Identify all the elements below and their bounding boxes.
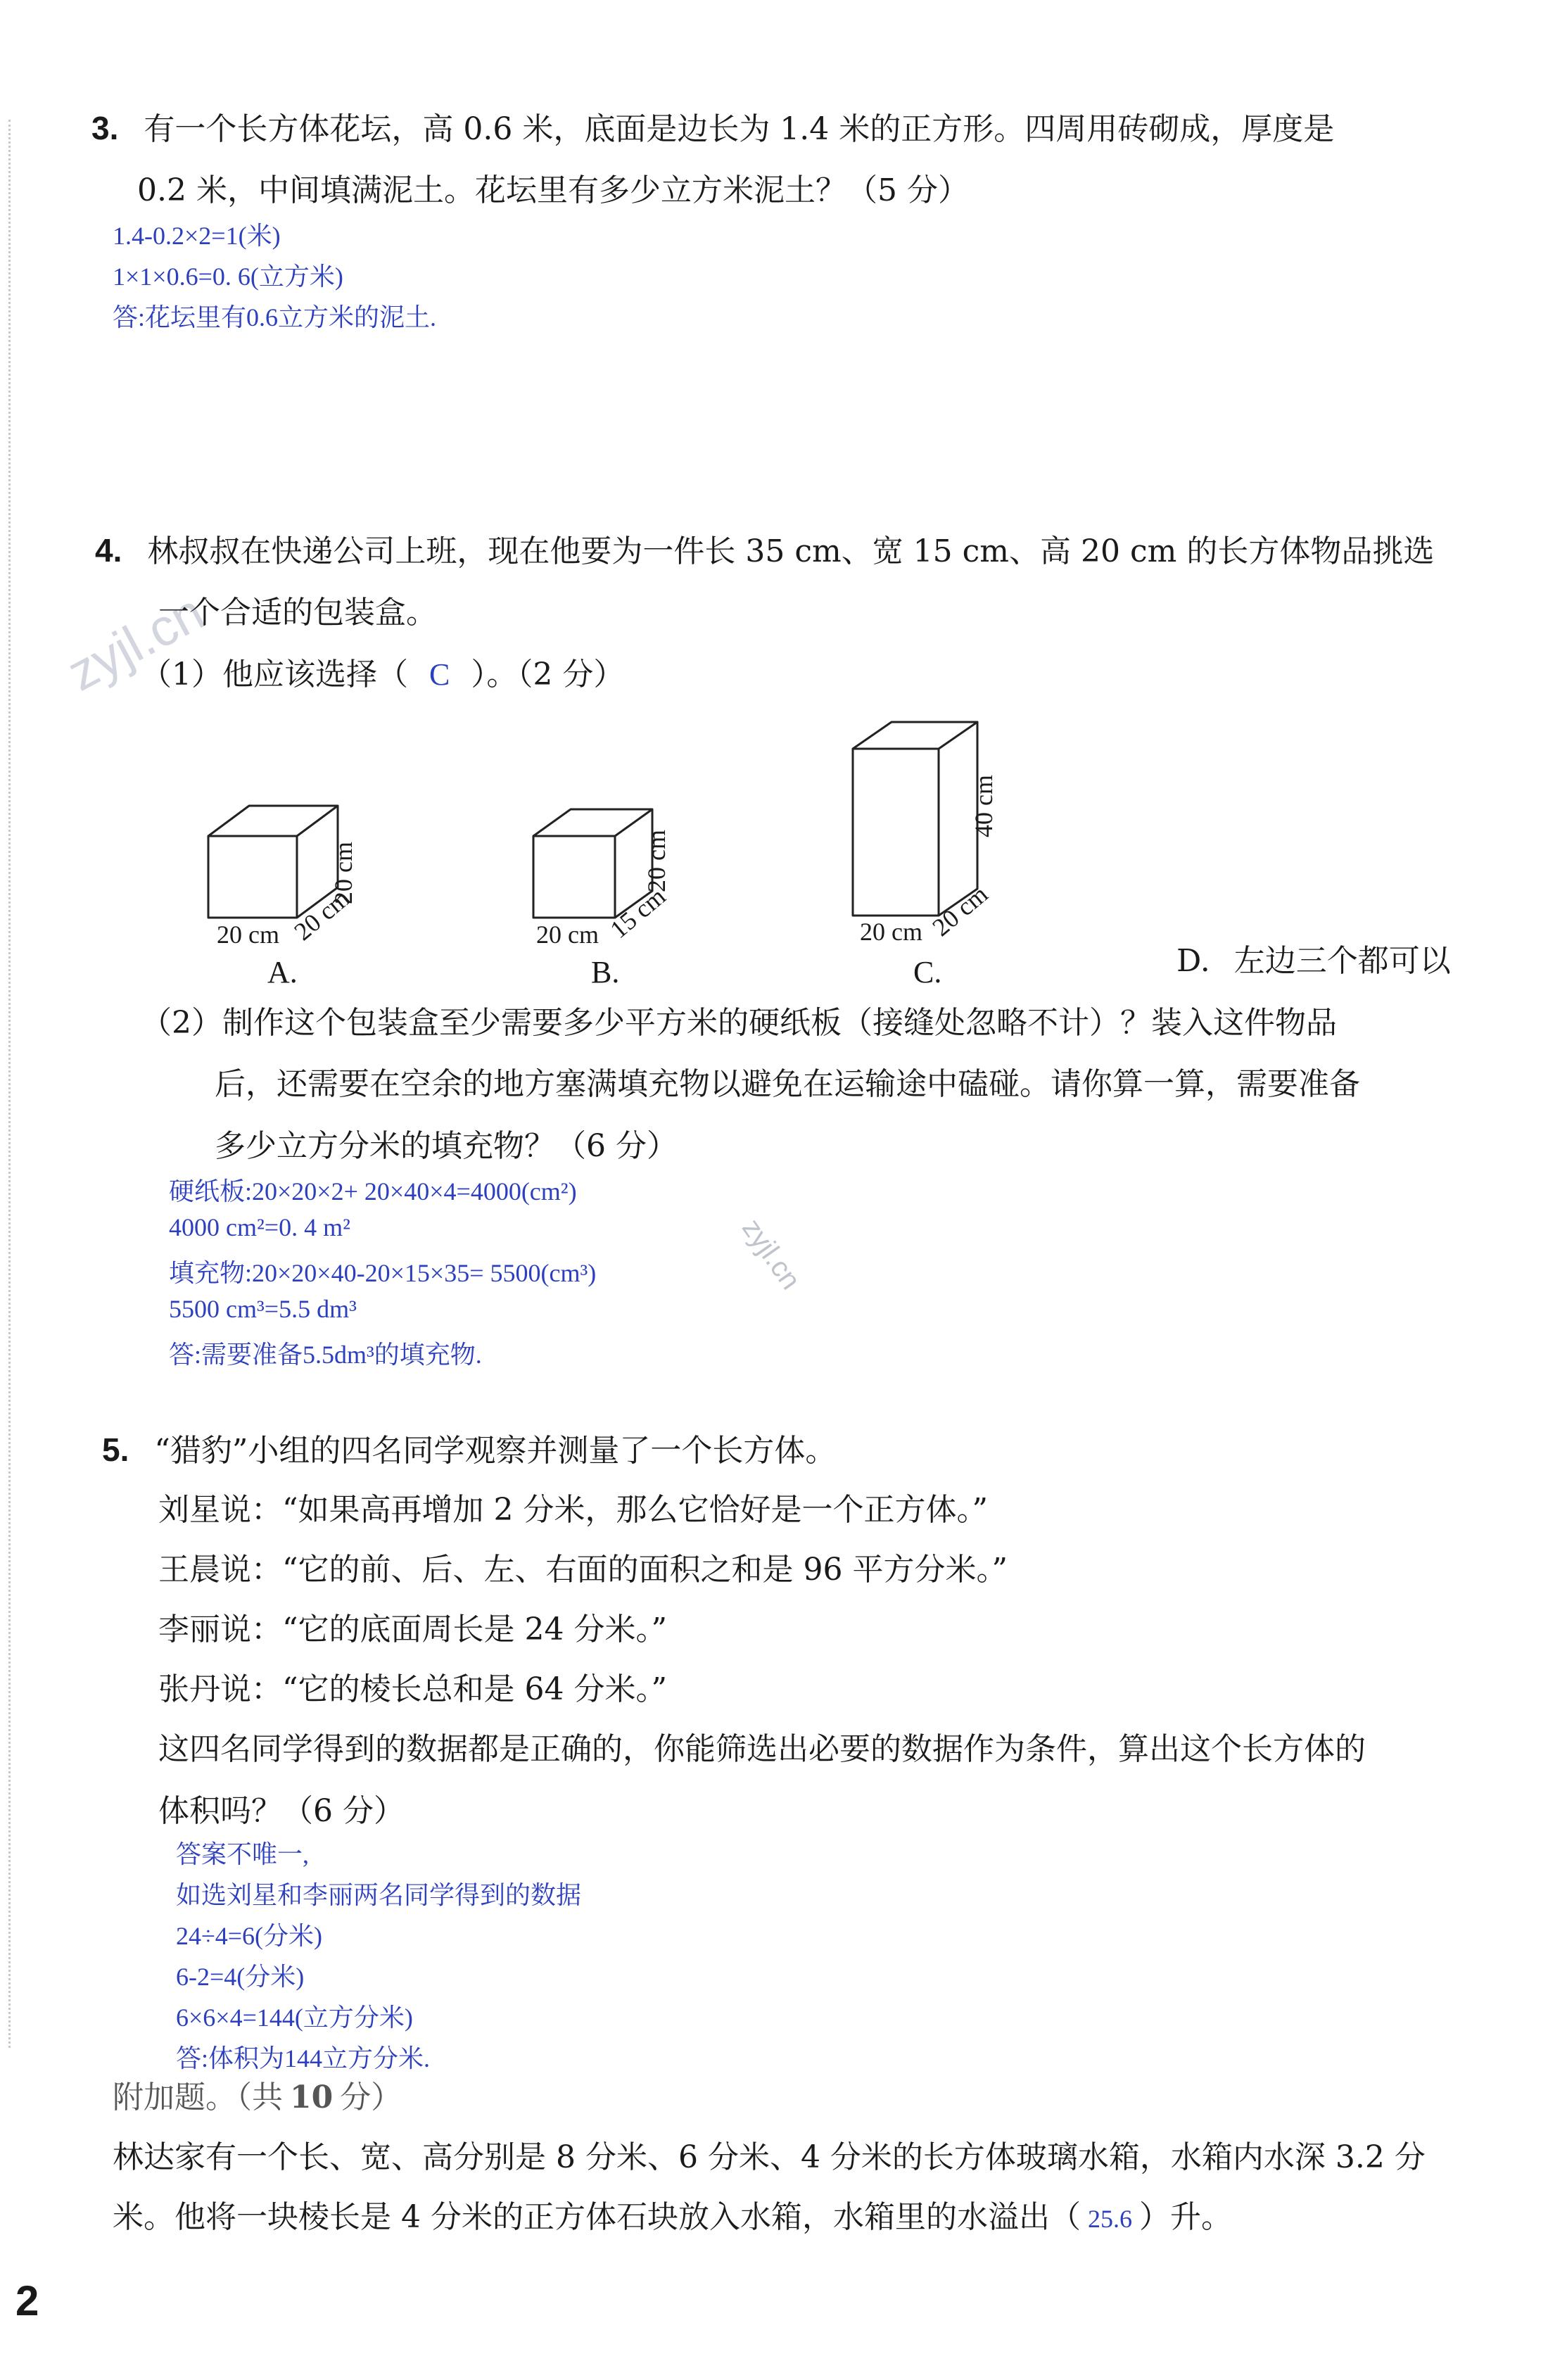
bonus-answer: 25.6 xyxy=(1087,2205,1132,2233)
q3-line2: 0.2 米，中间填满泥土。花坛里有多少立方米泥土？（5 分） xyxy=(137,172,969,208)
q4-sub2-line2: 后，还需要在空余的地方塞满填充物以避免在运输途中磕碰。请你算一算，需要准备 xyxy=(215,1066,1360,1102)
bonus-title-before: 附加题。（共 xyxy=(113,2080,283,2115)
bonus-line2 xyxy=(113,2199,1232,2236)
q3-answer-3: 答:花坛里有0.6立方米的泥土. xyxy=(113,303,437,331)
box-c-label: C. xyxy=(913,955,942,989)
box-b-depth: 15 cm xyxy=(604,882,671,944)
watermark: zyjl.cn xyxy=(58,582,214,702)
bonus-line1: 林达家有一个长、宽、高分别是 8 分米、6 分米、4 分米的长方体玻璃水箱，水箱内水深 3.2 分 xyxy=(113,2139,1426,2175)
q5-answer-3: 24÷4=6(分米) xyxy=(176,1922,323,1950)
q3-number: 3. xyxy=(91,110,119,146)
q5-number: 5. xyxy=(102,1431,129,1468)
q3-answer-2: 1×1×0.6=0. 6(立方米) xyxy=(113,262,343,291)
q5-line2: 刘星说：“如果高再增加 2 分米，那么它恰好是一个正方体。” xyxy=(158,1492,988,1528)
box-a-width: 20 cm xyxy=(217,920,279,949)
q5-line7: 体积吗？（6 分） xyxy=(158,1793,405,1829)
q5-line5: 张丹说：“它的棱长总和是 64 分米。” xyxy=(158,1671,667,1707)
q4-sub1-before: （1）他应该选择（ xyxy=(141,657,408,692)
q5-answer-1: 答案不唯一, xyxy=(176,1840,310,1868)
bonus-title xyxy=(113,2080,402,2117)
q4-sub2-line3: 多少立方分米的填充物？（6 分） xyxy=(215,1128,678,1164)
q5-text: “猎豹”小组的四名同学观察并测量了一个长方体。 xyxy=(154,1433,837,1469)
box-a-height: 20 cm xyxy=(329,842,357,904)
box-c-shape xyxy=(853,722,977,916)
q5-line3: 王晨说：“它的前、后、左、右面的面积之和是 96 平方分米。” xyxy=(158,1552,1008,1588)
box-d-text: 左边三个都可以 xyxy=(1233,943,1451,979)
bonus-line2-before: 米。他将一块棱长是 4 分米的正方体石块放入水箱，水箱里的水溢出（ xyxy=(113,2199,1081,2235)
q5-answer-4: 6-2=4(分米) xyxy=(176,1963,305,1991)
box-b-width: 20 cm xyxy=(536,920,599,949)
box-b-height: 20 cm xyxy=(642,830,671,892)
box-d-label: D. xyxy=(1176,943,1210,979)
q4-answer-4: 5500 cm³=5.5 dm³ xyxy=(169,1295,357,1323)
bonus-title-points: 10 xyxy=(290,2080,334,2115)
q4-answer-5: 答:需要准备5.5dm³的填充物. xyxy=(169,1341,482,1369)
q5-line4: 李丽说：“它的底面周长是 24 分米。” xyxy=(158,1612,667,1647)
bonus-title-after: 分） xyxy=(340,2080,402,2115)
box-c-width: 20 cm xyxy=(860,918,922,946)
q3-answer-1: 1.4-0.2×2=1(米) xyxy=(113,222,281,250)
q5-answer-5: 6×6×4=144(立方分米) xyxy=(176,2004,413,2032)
q4-answer-3: 填充物:20×20×40-20×15×35= 5500(cm³) xyxy=(169,1259,597,1287)
bonus-line2-after: ）升。 xyxy=(1138,2199,1232,2235)
q5-answer-6: 答:体积为144立方分米. xyxy=(176,2044,431,2072)
q5-line6: 这四名同学得到的数据都是正确的，你能筛选出必要的数据作为条件，算出这个长方体的 xyxy=(158,1731,1366,1767)
q4-line2: 一个合适的包装盒。 xyxy=(158,595,437,631)
q3-text: 有一个长方体花坛，高 0.6 米，底面是边长为 1.4 米的正方形。四周用砖砌成，厚度是 xyxy=(144,111,1335,147)
q5-line1 xyxy=(102,1431,836,1470)
page-number: 2 xyxy=(15,2277,39,2324)
q4-sub1-after: ）。（2 分） xyxy=(471,657,625,692)
box-d-option xyxy=(1176,943,1451,980)
q4-sub1-answer: C xyxy=(429,657,450,692)
watermark-small: zyjl.cn xyxy=(736,1213,806,1296)
box-options-figure xyxy=(0,0,1567,1013)
q4-number: 4. xyxy=(95,532,122,569)
box-c-depth: 20 cm xyxy=(927,880,994,942)
box-c-height: 40 cm xyxy=(970,775,998,837)
q4-answer-1: 硬纸板:20×20×2+ 20×40×4=4000(cm²) xyxy=(169,1177,577,1205)
box-a-depth: 20 cm xyxy=(288,884,355,947)
q4-text: 林叔叔在快递公司上班，现在他要为一件长 35 cm、宽 15 cm、高 20 cm 的长方体物品挑选 xyxy=(147,533,1435,569)
q4-answer-2: 4000 cm²=0. 4 m² xyxy=(169,1213,350,1241)
box-b-label: B. xyxy=(591,955,620,989)
box-a-label: A. xyxy=(267,955,298,989)
q5-answer-2: 如选刘星和李丽两名同学得到的数据 xyxy=(176,1881,582,1909)
q4-sub2-line1: （2）制作这个包装盒至少需要多少平方米的硬纸板（接缝处忽略不计）？装入这件物品 xyxy=(141,1005,1337,1041)
